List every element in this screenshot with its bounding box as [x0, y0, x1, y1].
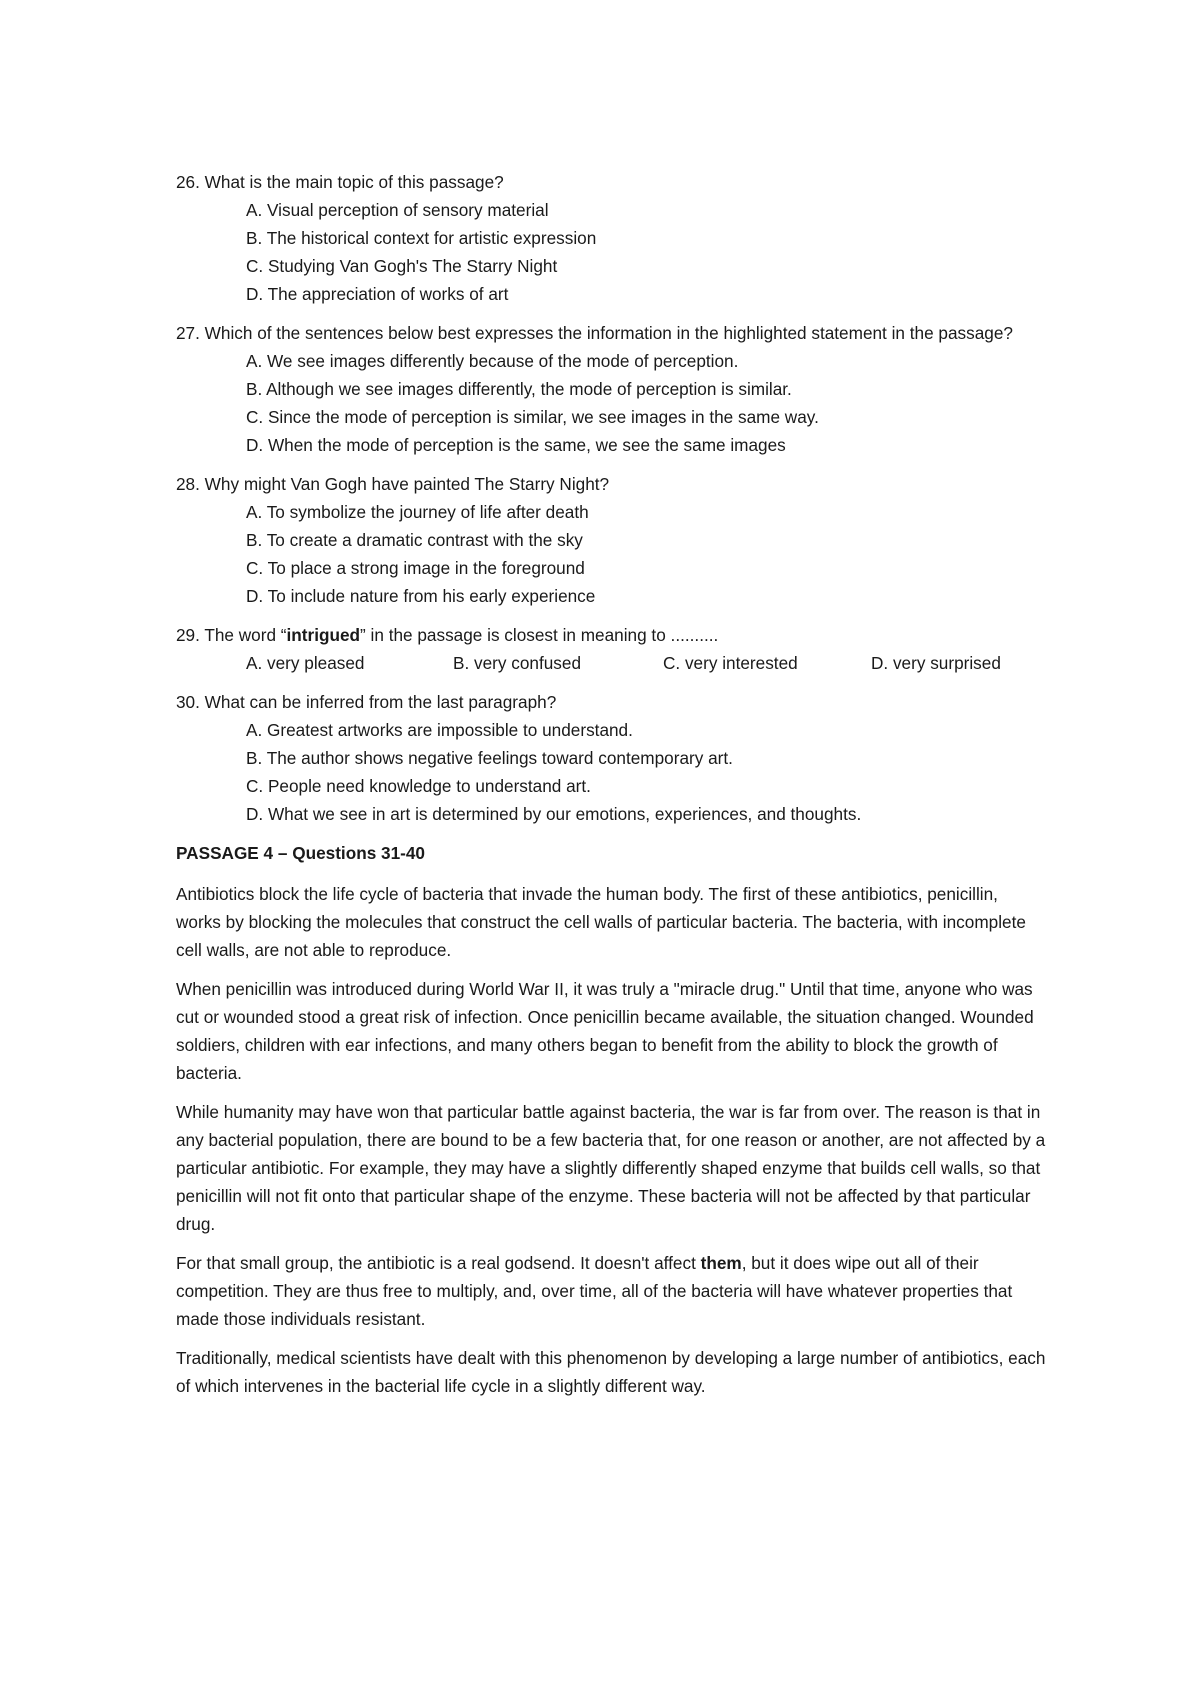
question-stem: 28. Why might Van Gogh have painted The Starry Night?: [176, 474, 610, 494]
paragraph-4-text: For that small group, the antibiotic is a real godsend. It doesn't affect: [176, 1253, 701, 1273]
options-row: [246, 649, 1046, 677]
option-c: C. very interested: [663, 653, 798, 673]
option-d: D. very surprised: [871, 653, 1001, 673]
paragraph-5: Traditionally, medical scientists have dealt with this phenomenon by developing a large number of antibiotics, each of which intervenes in the bacterial life cycle in a slightly different way.: [176, 1348, 1046, 1396]
option-a: A. We see images differently because of the mode of perception.: [246, 351, 739, 371]
option-b: B. The historical context for artistic expression: [246, 228, 597, 248]
question-28: [176, 470, 1046, 610]
option-a: A. very pleased: [246, 653, 365, 673]
paragraph-4-text-end: , but it does wipe out all of their competition. They are thus free to multiply, and, over time, all of the bacteria will have whatever properties that made those individuals resistant.: [176, 1253, 1013, 1329]
stem-prefix: 29. The word “: [176, 625, 287, 645]
question-stem: 26. What is the main topic of this passage?: [176, 172, 504, 192]
question-stem: 27. Which of the sentences below best expresses the information in the highlighted statement in the passage?: [176, 323, 1013, 343]
document-page: [176, 168, 1046, 1411]
question-stem: 30. What can be inferred from the last paragraph?: [176, 692, 557, 712]
passage-heading: PASSAGE 4 – Questions 31-40: [176, 843, 425, 863]
option-c: C. Studying Van Gogh's The Starry Night: [246, 256, 558, 276]
question-30: [176, 688, 1046, 828]
option-a: A. Visual perception of sensory material: [246, 200, 549, 220]
option-b: B. To create a dramatic contrast with the sky: [246, 530, 583, 550]
question-stem: [176, 621, 1046, 649]
question-26: [176, 168, 1046, 308]
highlighted-word: intrigued: [286, 625, 361, 645]
option-c: C. Since the mode of perception is similar, we see images in the same way.: [246, 407, 819, 427]
option-d: D. To include nature from his early experience: [246, 586, 596, 606]
option-b: B. very confused: [453, 653, 582, 673]
paragraph-4: [176, 1249, 1046, 1333]
option-d: D. What we see in art is determined by our emotions, experiences, and thoughts.: [246, 804, 862, 824]
option-b: B. The author shows negative feelings toward contemporary art.: [246, 748, 733, 768]
option-c: C. People need knowledge to understand art.: [246, 776, 591, 796]
highlighted-word: them: [700, 1253, 742, 1273]
option-c: C. To place a strong image in the foreground: [246, 558, 585, 578]
paragraph-3: While humanity may have won that particular battle against bacteria, the war is far from over. The reason is that in any bacterial population, there are bound to be a few bacteria that, for one reason or another, are not affected by a particular antibiotic. For example, they may have a slightly differently shaped enzyme that builds cell walls, so that penicillin will not fit onto that particular shape of the enzyme. These bacteria will not be affected by that particular drug.: [176, 1102, 1046, 1234]
option-a: A. Greatest artworks are impossible to understand.: [246, 720, 633, 740]
option-a: A. To symbolize the journey of life after death: [246, 502, 589, 522]
stem-suffix: ” in the passage is closest in meaning to ..........: [360, 625, 719, 645]
option-b: B. Although we see images differently, the mode of perception is similar.: [246, 379, 792, 399]
paragraph-1: Antibiotics block the life cycle of bacteria that invade the human body. The first of these antibiotics, penicillin, works by blocking the molecules that construct the cell walls of particular bacteria. The bacteria, with incomplete cell walls, are not able to reproduce.: [176, 884, 1026, 960]
question-29: [176, 621, 1046, 677]
question-27: [176, 319, 1046, 459]
option-d: D. The appreciation of works of art: [246, 284, 509, 304]
paragraph-2: When penicillin was introduced during World War II, it was truly a "miracle drug." Until that time, anyone who was cut or wounded stood a great risk of infection. Once penicillin became available, the situation changed. Wounded soldiers, children with ear infections, and many others began to benefit from the ability to block the growth of bacteria.: [176, 979, 1034, 1083]
option-d: D. When the mode of perception is the same, we see the same images: [246, 435, 786, 455]
